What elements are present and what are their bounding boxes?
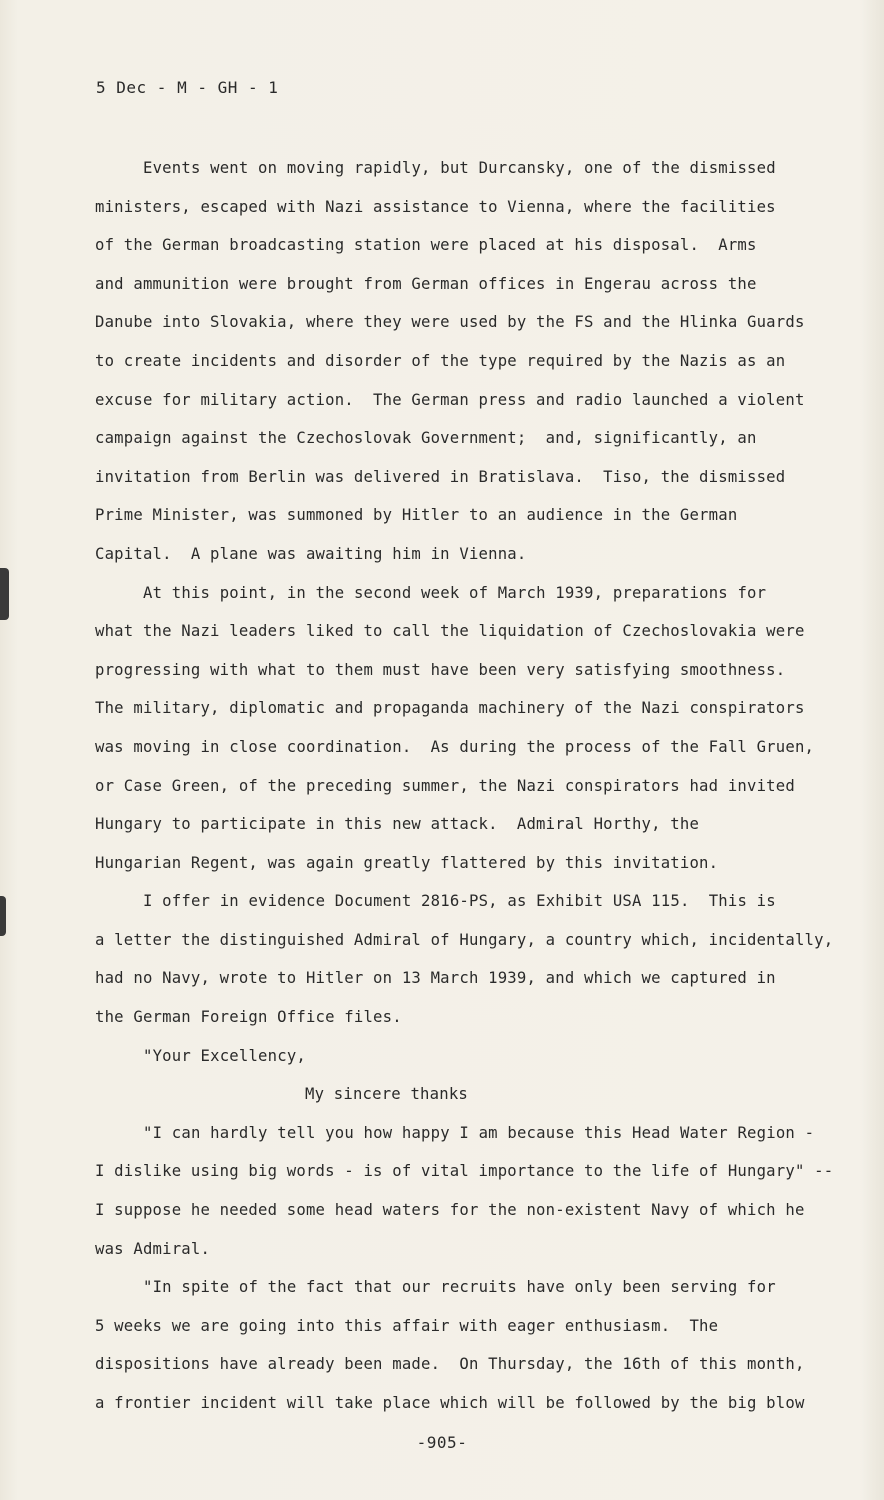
text-line: of the German broadcasting station were placed at his disposal. Arms [95,236,757,255]
text-line: Events went on moving rapidly, but Durcansky, one of the dismissed [143,159,776,177]
text-line: ministers, escaped with Nazi assistance to Vienna, where the facilities [95,197,776,216]
text-line: I suppose he needed some head waters for the non-existent Navy of which he [95,1201,805,1220]
text-line: or Case Green, of the preceding summer, the Nazi conspirators had invited [95,776,795,795]
text-line: progressing with what to them must have been very satisfying smoothness. [95,660,786,679]
edge-ink-mark [0,896,6,936]
text-line: "Your Excellency, [143,1046,306,1065]
text-line: "In spite of the fact that our recruits have only been serving for [143,1278,776,1297]
text-line: 5 weeks we are going into this affair with eager enthusiasm. The [95,1316,719,1335]
text-line: a frontier incident will take place which will be followed by the big blow [95,1394,805,1412]
text-line: The military, diplomatic and propaganda machinery of the Nazi conspirators [95,699,805,718]
text-line: invitation from Berlin was delivered in Bratislava. Tiso, the dismissed [95,467,786,486]
page-number: -905- [416,1433,468,1452]
text-line: I offer in evidence Document 2816-PS, as Exhibit USA 115. This is [143,892,776,911]
edge-ink-mark [0,568,9,620]
text-line: campaign against the Czechoslovak Government; and, significantly, an [95,429,757,448]
text-line: had no Navy, wrote to Hitler on 13 March 1939, and which we captured in [95,969,776,988]
text-line: My sincere thanks [305,1085,468,1104]
text-line: what the Nazi leaders liked to call the liquidation of Czechoslovakia were [95,622,805,641]
text-line: Danube into Slovakia, where they were used by the FS and the Hlinka Guards [95,313,805,332]
text-line: the German Foreign Office files. [95,1008,402,1027]
text-line: dispositions have already been made. On Thursday, the 16th of this month, [95,1355,805,1374]
text-line: Capital. A plane was awaiting him in Vienna. [95,544,527,563]
text-line: excuse for military action. The German press and radio launched a violent [95,390,805,409]
text-line: a letter the distinguished Admiral of Hungary, a country which, incidentally, [95,930,834,949]
text-line: At this point, in the second week of March 1939, preparations for [143,583,767,602]
text-line: was moving in close coordination. As during the process of the Fall Gruen, [95,737,815,756]
text-line: was Admiral. [95,1239,211,1258]
text-line: Hungarian Regent, was again greatly flattered by this invitation. [95,853,719,872]
text-line: Hungary to participate in this new attack. Admiral Horthy, the [95,815,700,834]
page-header: 5 Dec - M - GH - 1 [96,78,279,97]
text-line: and ammunition were brought from German offices in Engerau across the [95,274,757,293]
text-line: Prime Minister, was summoned by Hitler to an audience in the German [95,506,738,525]
text-line: to create incidents and disorder of the type required by the Nazis as an [95,351,786,370]
document-body [95,154,845,1428]
text-line: I dislike using big words - is of vital importance to the life of Hungary" -- [95,1162,834,1181]
text-line: "I can hardly tell you how happy I am because this Head Water Region - [143,1123,815,1142]
